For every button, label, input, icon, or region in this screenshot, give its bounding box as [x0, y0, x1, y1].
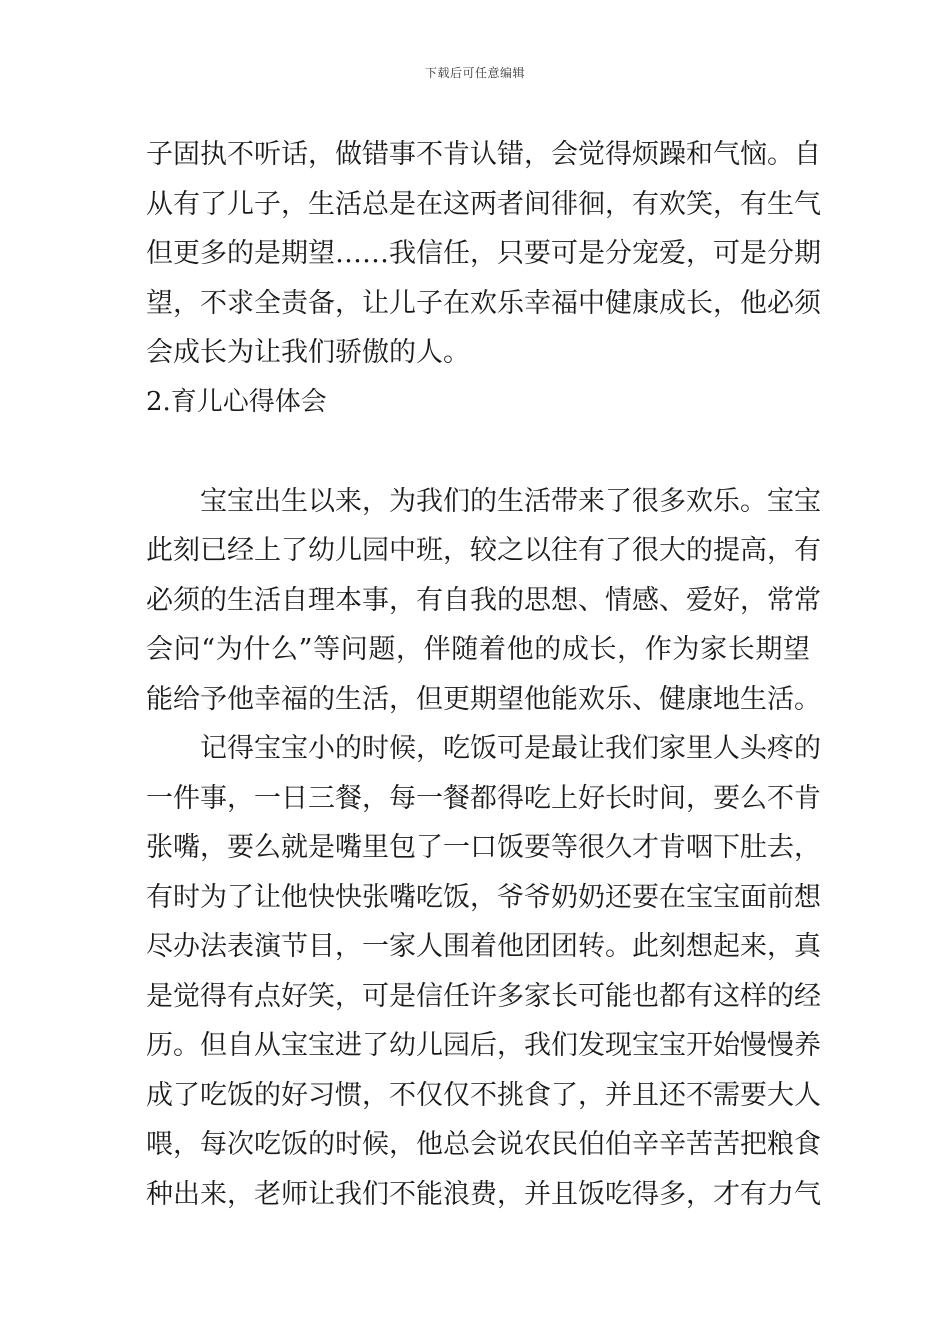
paragraph-line: 成了吃饭的好习惯，不仅仅不挑食了，并且还不需要大人: [146, 1079, 821, 1111]
paragraph-line: 尽办法表演节目，一家人围着他团团转。此刻想起来，真: [146, 931, 821, 962]
paragraph-3: [146, 724, 821, 1219]
paragraph-line: 有时为了让他快快张嘴吃饭，爷爷奶奶还要在宝宝面前想: [146, 881, 821, 913]
paragraph-line: 望，不求全责备，让儿子在欢乐幸福中健康成长，他必须: [146, 287, 821, 319]
paragraph-line: 必须的生活自理本事，有自我的思想、情感、爱好，常常: [146, 584, 821, 616]
paragraph-line: 但更多的是期望……我信任，只要可是分宠爱，可是分期: [146, 238, 821, 269]
paragraph-line: 一件事，一日三餐，每一餐都得吃上好长时间，要么不肯: [146, 782, 821, 814]
paragraph-line: 种出来，老师让我们不能浪费，并且饭吃得多，才有力气: [146, 1178, 821, 1210]
paragraph-line: 是觉得有点好笑，可是信任许多家长可能也都有这样的经: [146, 980, 821, 1012]
paragraph-line: 记得宝宝小的时候，吃饭可是最让我们家里人头疼的: [200, 733, 821, 764]
paragraph-line: 会问“为什么”等问题，伴随着他的成长，作为家长期望: [146, 634, 810, 665]
paragraph-line: 张嘴，要么就是嘴里包了一口饭要等很久才肯咽下肚去，: [146, 832, 821, 863]
paragraph-line: 宝宝出生以来，为我们的生活带来了很多欢乐。宝宝: [200, 485, 821, 517]
paragraph-line: 能给予他幸福的生活，但更期望他能欢乐、健康地生活。: [146, 683, 821, 715]
section-heading: 2.育儿心得体会: [146, 386, 327, 417]
paragraph-line: 历。但自从宝宝进了幼儿园后，我们发现宝宝开始慢慢养: [146, 1030, 821, 1061]
blank-line: [146, 427, 810, 477]
page-header: 下载后可任意编辑: [424, 66, 525, 80]
paragraph-line: 子固执不听话，做错事不肯认错，会觉得烦躁和气恼。自: [146, 139, 821, 170]
paragraph-line: 会成长为让我们骄傲的人。: [146, 337, 470, 368]
paragraph-1: [146, 130, 821, 378]
document-body: [146, 130, 821, 1219]
paragraph-line: 此刻已经上了幼儿园中班，较之以往有了很大的提高，有: [146, 535, 821, 566]
paragraph-line: 喂，每次吃饭的时候，他总会说农民伯伯辛辛苦苦把粮食: [146, 1129, 821, 1160]
paragraph-2: [146, 477, 821, 725]
paragraph-line: 从有了儿子，生活总是在这两者间徘徊，有欢笑，有生气: [146, 188, 821, 220]
